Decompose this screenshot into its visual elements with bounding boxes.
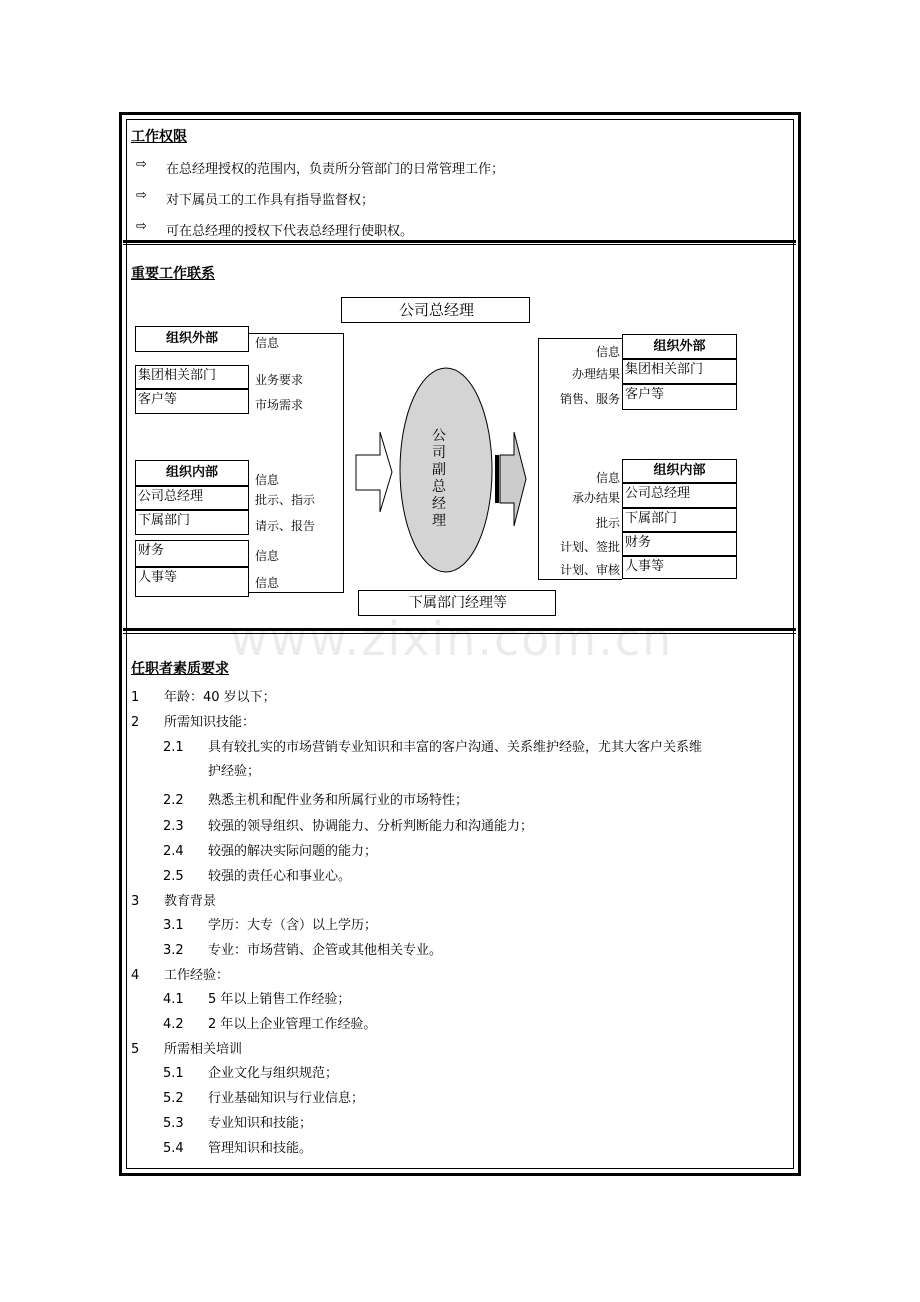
requirement-text: 专业：市场营销、企管或其他相关专业。: [208, 943, 443, 958]
right-arrow-icon: ⇨: [136, 188, 147, 203]
requirement-line: [131, 964, 229, 983]
left-internal-label: 信息: [255, 549, 280, 563]
requirement-number: 3.1: [163, 918, 184, 933]
right-flow-arrow-icon: [495, 432, 526, 526]
right-external-title-label: 信息: [595, 345, 620, 359]
requirement-number: 2: [131, 715, 140, 730]
requirement-text: 专业知识和技能；: [208, 1116, 313, 1131]
right-external-box: 集团相关部门: [622, 359, 737, 384]
right-internal-label: 计划、审核: [559, 563, 620, 577]
requirement-number: 4.2: [163, 1017, 184, 1032]
requirement-number: 2.3: [163, 819, 184, 834]
requirement-number: 5.1: [163, 1066, 184, 1081]
right-external-title: 组织外部: [622, 334, 737, 359]
requirement-text: 管理知识和技能。: [208, 1141, 313, 1156]
requirement-line: [163, 815, 533, 834]
requirement-text: 较强的责任心和事业心。: [208, 869, 352, 884]
requirement-text: 所需相关培训: [164, 1042, 243, 1057]
requirement-text: 学历：大专（含）以上学历；: [208, 918, 378, 933]
authority-item: 可在总经理的授权下代表总经理行使职权。: [166, 224, 414, 239]
requirement-number: 2.4: [163, 844, 184, 859]
requirement-line: [163, 736, 702, 755]
requirement-line: [163, 1013, 376, 1032]
requirement-line: [163, 1062, 338, 1081]
left-internal-label: 信息: [255, 576, 280, 590]
requirement-line: [163, 988, 350, 1007]
left-external-title: 组织外部: [135, 326, 249, 352]
right-external-label: 销售、服务: [559, 392, 620, 406]
left-internal-box: 公司总经理: [135, 486, 249, 510]
right-arrow-icon: ⇨: [136, 157, 147, 172]
left-external-title-label: 信息: [255, 336, 280, 350]
requirement-line: [163, 914, 377, 933]
left-internal-label: 请示、报告: [255, 519, 316, 533]
right-internal-label: 计划、签批: [559, 540, 620, 554]
requirement-text: 具有较扎实的市场营销专业知识和丰富的客户沟通、关系维护经验，尤其大客户关系维: [208, 740, 703, 755]
right-external-box: 客户等: [622, 384, 737, 410]
requirement-line: [163, 1087, 364, 1106]
requirement-text: 2 年以上企业管理工作经验。: [208, 1017, 377, 1032]
requirement-number: 3.2: [163, 943, 184, 958]
requirement-number: 5.2: [163, 1091, 184, 1106]
requirement-line: [131, 1038, 242, 1057]
requirement-text: 护经验；: [208, 764, 261, 779]
right-arrow-icon: ⇨: [136, 219, 147, 234]
requirement-line: [131, 890, 216, 909]
requirements-title: 任职者素质要求: [131, 661, 229, 677]
connector-line: [343, 333, 344, 593]
requirement-line: [163, 1137, 312, 1156]
right-internal-box: 人事等: [622, 556, 737, 579]
requirement-number: 3: [131, 894, 140, 909]
relations-title: 重要工作联系: [131, 266, 215, 282]
requirement-line: [163, 865, 351, 884]
top-box-general-manager: 公司总经理: [341, 297, 530, 323]
requirement-number: 2.1: [163, 740, 184, 755]
requirement-text: 工作经验：: [164, 968, 230, 983]
requirement-text: 企业文化与组织规范；: [208, 1066, 339, 1081]
requirement-line: [163, 789, 468, 808]
deputy-manager-label: 公 司 副 总 经 理: [432, 428, 446, 529]
connector-line: [249, 333, 343, 334]
connector-line: [538, 338, 622, 339]
requirement-line: [163, 760, 260, 779]
left-internal-label: 批示、指示: [255, 493, 316, 507]
left-internal-title-label: 信息: [255, 473, 280, 487]
left-flow-arrow-icon: [356, 432, 392, 512]
requirement-text: 年龄：40 岁以下；: [164, 690, 276, 705]
requirement-number: 1: [131, 690, 140, 705]
left-internal-title: 组织内部: [135, 460, 249, 486]
requirement-line: [163, 939, 442, 958]
right-internal-label: 批示: [595, 516, 620, 530]
left-internal-box: 人事等: [135, 567, 249, 597]
requirement-number: 5.3: [163, 1116, 184, 1131]
requirement-text: 行业基础知识与行业信息；: [208, 1091, 365, 1106]
right-internal-title-label: 信息: [595, 471, 620, 485]
requirement-line: [163, 840, 377, 859]
left-external-label: 市场需求: [255, 398, 304, 412]
requirement-text: 较强的领导组织、协调能力、分析判断能力和沟通能力；: [208, 819, 534, 834]
requirement-number: 2.5: [163, 869, 184, 884]
requirement-line: [131, 711, 255, 730]
section-divider: [123, 244, 796, 245]
left-external-box: 集团相关部门: [135, 365, 249, 389]
requirement-text: 所需知识技能：: [164, 715, 256, 730]
requirement-text: 教育背景: [164, 894, 217, 909]
left-internal-box: 财务: [135, 540, 249, 567]
authority-title: 工作权限: [131, 129, 187, 145]
authority-item: 在总经理授权的范围内，负责所分管部门的日常管理工作；: [166, 162, 505, 177]
right-internal-title: 组织内部: [622, 459, 737, 483]
right-internal-box: 财务: [622, 532, 737, 556]
watermark: www.zixin.com.cn: [230, 612, 674, 666]
bottom-box-subordinate-managers: 下属部门经理等: [358, 590, 556, 616]
requirement-text: 较强的解决实际问题的能力；: [208, 844, 378, 859]
left-external-box: 客户等: [135, 389, 249, 414]
right-internal-box: 公司总经理: [622, 483, 737, 508]
right-internal-label: 承办结果: [571, 491, 620, 505]
requirement-number: 4: [131, 968, 140, 983]
authority-item: 对下属员工的工作具有指导监督权；: [166, 193, 375, 208]
requirement-line: [163, 1112, 312, 1131]
requirement-number: 5.4: [163, 1141, 184, 1156]
left-external-label: 业务要求: [255, 373, 304, 387]
left-internal-box: 下属部门: [135, 510, 249, 535]
requirement-number: 4.1: [163, 992, 184, 1007]
section-divider: [123, 240, 796, 243]
requirement-number: 5: [131, 1042, 140, 1057]
requirement-text: 熟悉主机和配件业务和所属行业的市场特性；: [208, 793, 469, 808]
connector-line: [538, 579, 622, 580]
right-internal-box: 下属部门: [622, 508, 737, 532]
right-external-label: 办理结果: [571, 367, 620, 381]
connector-line: [249, 592, 343, 593]
requirement-number: 2.2: [163, 793, 184, 808]
requirement-line: [131, 686, 276, 705]
requirement-text: 5 年以上销售工作经验；: [208, 992, 351, 1007]
